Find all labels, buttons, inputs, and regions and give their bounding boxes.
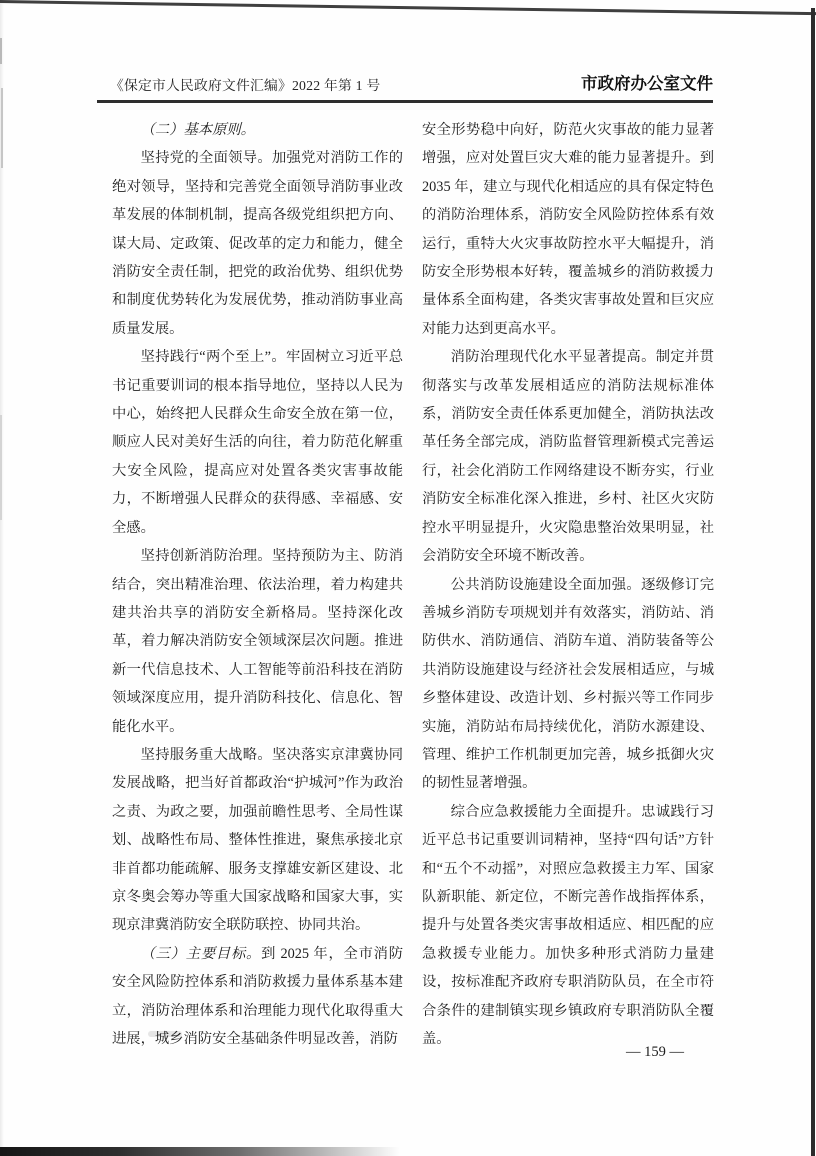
paragraph-text: 坚持创新消防治理。坚持预防为主、防消结合，突出精准治理、依法治理，着力构建共建共治共享的消防安全新格局。坚持深化改革，着力解决消防安全领域深层次问题。推进新一代信息技术、人工智能等前沿科技在消防领域深度应用，提升消防科技化、信息化、智能化水平。 — [112, 548, 403, 735]
paragraph-text: 安全形势稳中向好，防范火灾事故的能力显著增强，应对处置巨灾大难的能力显著提升。到 2035 年，建立与现代化相适应的具有保定特色的消防治理体系，消防安全风险防控体系有效运行，重特大火灾事故防控水平大幅提升，消防安全形势根本好转，覆盖城乡的消防救援力量体系全面构建，各类灾害事故处置和巨灾应对能力达到更高水平。 — [422, 122, 714, 337]
document-body — [112, 116, 714, 1053]
page-number: — 159 — — [626, 1044, 684, 1060]
scan-left-edge-shadow — [0, 0, 4, 1156]
paragraph-text: 公共消防设施建设全面加强。逐级修订完善城乡消防专项规划并有效落实，消防站、消防供水、消防通信、消防车道、消防装备等公共消防设施建设与经济社会发展相适应，与城乡整体建设、改造计划、乡村振兴等工作同步实施，消防站布局持续优化，消防水源建设、管理、维护工作机制更加完善，城乡抵御火灾的韧性显著增强。 — [422, 576, 714, 792]
scan-right-edge-line — [811, 8, 815, 1156]
paragraph-text: 坚持践行“两个至上”。牢固树立习近平总书记重要训词的根本指导地位，坚持以人民为中心，始终把人民群众生命安全放在第一位，顺应人民对美好生活的向往，着力防范化解重大安全风险，提高应对处置各类灾害事故能力，不断增强人民群众的获得感、幸福感、安全感。 — [112, 349, 403, 536]
paragraph — [112, 542, 403, 741]
paragraph-text: 坚持党的全面领导。加强党对消防工作的绝对领导，坚持和完善党全面领导消防事业改革发展的体制机制，提高各级党组织把方向、谋大局、定政策、促改革的定力和能力，健全消防安全责任制，把党的政治优势、组织优势和制度优势转化为发展优势，推动消防事业高质量发展。 — [112, 150, 403, 337]
paragraph — [112, 741, 403, 940]
section-heading: （三）主要目标。 — [140, 945, 262, 962]
document-category: 市政府办公室文件 — [581, 75, 713, 93]
paragraph — [112, 343, 403, 542]
paragraph — [112, 116, 403, 144]
paragraph — [422, 571, 714, 798]
paragraph — [112, 940, 403, 1054]
column-right — [422, 116, 714, 1053]
scan-left-mark — [0, 415, 2, 520]
scan-left-mark — [1, 88, 3, 168]
paragraph — [112, 144, 403, 343]
scan-top-edge-line — [0, 0, 816, 15]
scan-left-mark — [0, 38, 2, 64]
page-header — [97, 70, 713, 103]
section-heading: （二）基本原则。 — [140, 122, 255, 138]
paragraph-text: 到 2025 年，全市消防安全风险防控体系和消防救援力量体系基本建立，消防治理体系和治理能力现代化取得重大进展，城乡消防安全基础条件明显改善，消防 — [112, 945, 403, 1047]
paragraph-text: 消防治理现代化水平显著提高。制定并贯彻落实与改革发展相适应的消防法规标准体系，消防安全责任体系更加健全，消防执法改革任务全部完成，消防监督管理新模式完善运行，社会化消防工作网络建设不断夯实，行业消防安全标准化深入推进，乡村、社区火灾防控水平明显提升，火灾隐患整治效果明显，社会消防安全环境不断改善。 — [422, 349, 714, 565]
paragraph — [422, 343, 714, 570]
paragraph-text: 综合应急救援能力全面提升。忠诚践行习近平总书记重要训词精神，坚持“四句话”方针和“五个不动摇”，对照应急救援主力军、国家队新职能、新定位，不断完善作战指挥体系，提升与处置各类灾害事故相适应、相匹配的应急救援专业能力。加快多种形式消防力量建设，按标准配齐政府专职消防队员，在全市符合条件的建制镇实现乡镇政府专职消防队全覆盖。 — [422, 803, 714, 1047]
compilation-title: 《保定市人民政府文件汇编》2022 年第 1 号 — [110, 78, 381, 93]
paragraph — [422, 116, 714, 343]
paragraph-text: 坚持服务重大战略。坚决落实京津冀协同发展战略，把当好首都政治“护城河”作为政治之责、为政之要，加强前瞻性思考、全局性谋划、战略性布局、整体性推进，聚焦承接北京非首都功能疏解、服务支撑雄安新区建设、北京冬奥会筹办等重大国家战略和国家大事，实现京津冀消防安全联防联控、协同共治。 — [112, 746, 403, 934]
paragraph — [422, 798, 714, 1054]
column-left — [112, 116, 403, 1053]
scan-bottom-streak — [0, 1147, 400, 1156]
